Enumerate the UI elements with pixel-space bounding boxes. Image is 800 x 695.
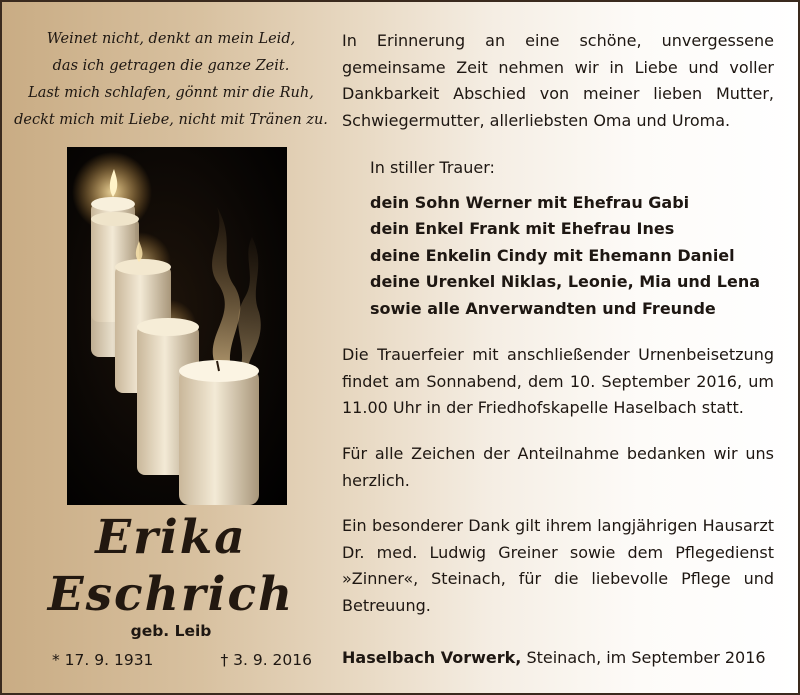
death-date: † 3. 9. 2016 bbox=[220, 651, 312, 669]
mourning-label: In stiller Trauer: bbox=[370, 158, 495, 177]
deceased-last-name: Eschrich bbox=[47, 567, 295, 622]
thanks-paragraph bbox=[342, 441, 774, 494]
special-thanks-text: Ein besonderer Dank gilt ihrem langjährigen Hausarzt Dr. med. Ludwig Greiner sowie dem Pflegedienst »Zinner«, Steinach, für die liebevolle Pflege und Betreuung. bbox=[342, 516, 774, 615]
footer-place-date bbox=[342, 648, 774, 667]
footer-rest: Steinach, im September 2016 bbox=[521, 648, 766, 667]
life-dates bbox=[52, 651, 312, 669]
poem-line: Last mich schlafen, gönnt mir die Ruh, bbox=[28, 85, 314, 101]
family-line: deine Enkelin Cindy mit Ehemann Daniel bbox=[370, 245, 735, 265]
maiden-name: geb. Leib bbox=[130, 622, 212, 640]
special-thanks-paragraph bbox=[342, 513, 774, 619]
deceased-first-name: Erika bbox=[95, 510, 247, 565]
mourning-block bbox=[370, 155, 760, 322]
family-line: dein Enkel Frank mit Ehefrau Ines bbox=[370, 219, 675, 238]
intro-text: In Erinnerung an eine schöne, unvergessene gemeinsame Zeit nehmen wir in Liebe und voller Dankbarkeit Abschied von meiner lieben Mutter, Schwiegermutter, allerliebsten Oma und Uroma. bbox=[342, 31, 774, 130]
candles-illustration bbox=[67, 147, 287, 505]
intro-paragraph bbox=[342, 28, 774, 134]
poem-line: Weinet nicht, denkt an mein Leid, bbox=[46, 31, 296, 47]
family-line: sowie alle Anverwandten und Freunde bbox=[370, 298, 716, 318]
family-line: deine Urenkel Niklas, Leonie, Mia und Lena bbox=[370, 272, 761, 291]
family-line: dein Sohn Werner mit Ehefrau Gabi bbox=[370, 192, 690, 212]
thanks-text: Für alle Zeichen der Anteilnahme bedanken wir uns herzlich. bbox=[342, 444, 774, 490]
birth-date: * 17. 9. 1931 bbox=[52, 651, 154, 669]
funeral-paragraph bbox=[342, 342, 774, 422]
funeral-text: Die Trauerfeier mit anschließender Urnenbeisetzung findet am Sonnabend, dem 10. September 2016, um 11.00 Uhr in der Friedhofskapelle Haselbach statt. bbox=[342, 345, 774, 417]
poem bbox=[12, 26, 330, 134]
poem-line: deckt mich mit Liebe, nicht mit Tränen zu. bbox=[14, 112, 328, 128]
footer-place: Haselbach Vorwerk, bbox=[342, 648, 522, 667]
candles-photo bbox=[67, 147, 287, 505]
poem-line: das ich getragen die ganze Zeit. bbox=[52, 58, 290, 74]
